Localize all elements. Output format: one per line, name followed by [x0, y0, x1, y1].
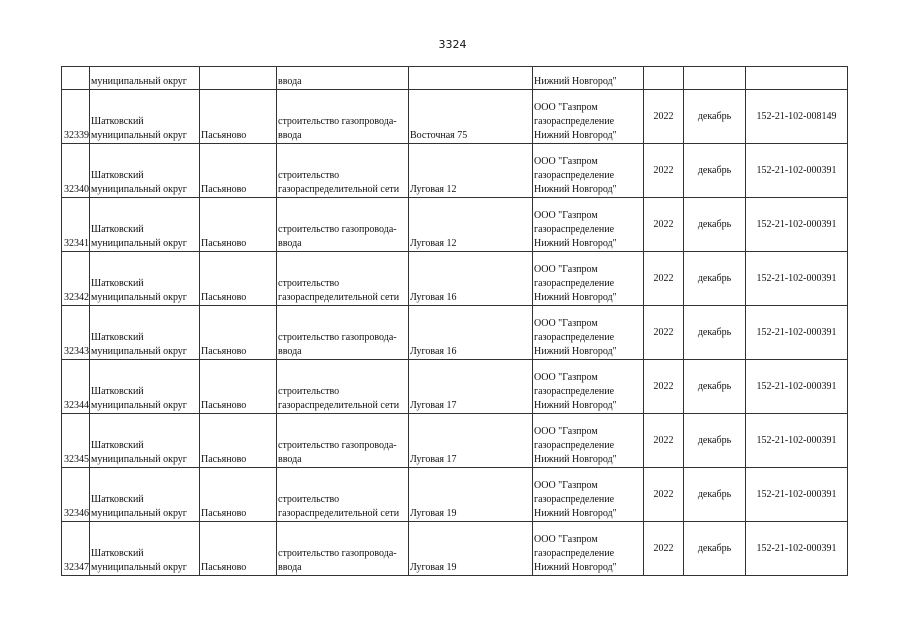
table-row [62, 468, 848, 522]
cell-settlement: Пасьяново [200, 360, 277, 414]
cell-org: ООО "Газпром газораспределение Нижний Новгород" [533, 306, 644, 360]
cell-year: 2022 [644, 522, 684, 576]
cell-month: декабрь [684, 522, 746, 576]
cell-code: 152-21-102-000391 [746, 306, 848, 360]
cell-org: ООО "Газпром газораспределение Нижний Новгород" [533, 90, 644, 144]
cell-num: 32339 [62, 90, 90, 144]
cell-settlement: Пасьяново [200, 306, 277, 360]
cell-settlement: Пасьяново [200, 198, 277, 252]
cell-address: Луговая 19 [409, 522, 533, 576]
cell-org: ООО "Газпром газораспределение Нижний Новгород" [533, 522, 644, 576]
cell-work: строительство газораспределительной сети [277, 144, 409, 198]
cell-code: 152-21-102-000391 [746, 252, 848, 306]
cell-month: декабрь [684, 306, 746, 360]
cell-year: 2022 [644, 144, 684, 198]
cell-district: Шатковский муниципальный округ [90, 468, 200, 522]
cell-work: строительство газопровода-ввода [277, 198, 409, 252]
cell-org: ООО "Газпром газораспределение Нижний Новгород" [533, 360, 644, 414]
cell-num: 32341 [62, 198, 90, 252]
cell-org: ООО "Газпром газораспределение Нижний Новгород" [533, 252, 644, 306]
cell-num: 32342 [62, 252, 90, 306]
cell-address: Луговая 16 [409, 252, 533, 306]
cell-district: Шатковский муниципальный округ [90, 306, 200, 360]
cell-year: 2022 [644, 90, 684, 144]
cell-district: Шатковский муниципальный округ [90, 522, 200, 576]
cell-code: 152-21-102-000391 [746, 522, 848, 576]
cell-month: декабрь [684, 198, 746, 252]
cell-work: строительство газораспределительной сети [277, 468, 409, 522]
cell-settlement: Пасьяново [200, 468, 277, 522]
cell-district: Шатковский муниципальный округ [90, 90, 200, 144]
cell-year: 2022 [644, 360, 684, 414]
cell-month: декабрь [684, 414, 746, 468]
table-row [62, 306, 848, 360]
cell-year: 2022 [644, 198, 684, 252]
cell-org: ООО "Газпром газораспределение Нижний Новгород" [533, 468, 644, 522]
cell-address: Луговая 12 [409, 198, 533, 252]
cell-work: строительство газопровода-ввода [277, 414, 409, 468]
cell-settlement: Пасьяново [200, 522, 277, 576]
cell-code: 152-21-102-000391 [746, 468, 848, 522]
cell-year: 2022 [644, 468, 684, 522]
table-row [62, 252, 848, 306]
cell-settlement: Пасьяново [200, 252, 277, 306]
cell-work: строительство газопровода-ввода [277, 90, 409, 144]
cell-org: ООО "Газпром газораспределение Нижний Новгород" [533, 198, 644, 252]
cell-district: Шатковский муниципальный округ [90, 252, 200, 306]
cell-district: Шатковский муниципальный округ [90, 144, 200, 198]
cell-code: 152-21-102-008149 [746, 90, 848, 144]
registry-table [61, 66, 848, 576]
cell-month: декабрь [684, 90, 746, 144]
cell-code: 152-21-102-000391 [746, 144, 848, 198]
table-body [62, 67, 848, 576]
cell-district: муниципальный округ [90, 67, 200, 90]
cell-org: ООО "Газпром газораспределение Нижний Новгород" [533, 414, 644, 468]
cell-code: 152-21-102-000391 [746, 198, 848, 252]
cell-org: ООО "Газпром газораспределение Нижний Новгород" [533, 144, 644, 198]
cell-address [409, 67, 533, 90]
cell-month: декабрь [684, 360, 746, 414]
cell-num: 32344 [62, 360, 90, 414]
cell-settlement: Пасьяново [200, 144, 277, 198]
cell-num [62, 67, 90, 90]
table-row [62, 90, 848, 144]
cell-work: строительство газораспределительной сети [277, 252, 409, 306]
cell-address: Луговая 19 [409, 468, 533, 522]
cell-year: 2022 [644, 252, 684, 306]
table-row [62, 522, 848, 576]
cell-address: Луговая 17 [409, 360, 533, 414]
cell-work: строительство газопровода-ввода [277, 522, 409, 576]
cell-year: 2022 [644, 306, 684, 360]
cell-month: декабрь [684, 252, 746, 306]
cell-month: декабрь [684, 468, 746, 522]
cell-month: декабрь [684, 144, 746, 198]
cell-org: Нижний Новгород" [533, 67, 644, 90]
cell-district: Шатковский муниципальный округ [90, 360, 200, 414]
cell-district: Шатковский муниципальный округ [90, 414, 200, 468]
cell-address: Луговая 16 [409, 306, 533, 360]
cell-year [644, 67, 684, 90]
cell-work: ввода [277, 67, 409, 90]
cell-code: 152-21-102-000391 [746, 360, 848, 414]
cell-settlement: Пасьяново [200, 414, 277, 468]
cell-address: Луговая 17 [409, 414, 533, 468]
cell-settlement: Пасьяново [200, 90, 277, 144]
cell-district: Шатковский муниципальный округ [90, 198, 200, 252]
cell-num: 32343 [62, 306, 90, 360]
cell-num: 32340 [62, 144, 90, 198]
table-row [62, 67, 848, 90]
cell-code [746, 67, 848, 90]
table-row [62, 360, 848, 414]
table-row [62, 144, 848, 198]
cell-month [684, 67, 746, 90]
cell-num: 32346 [62, 468, 90, 522]
cell-address: Луговая 12 [409, 144, 533, 198]
cell-code: 152-21-102-000391 [746, 414, 848, 468]
cell-year: 2022 [644, 414, 684, 468]
table-row [62, 414, 848, 468]
cell-address: Восточная 75 [409, 90, 533, 144]
cell-num: 32345 [62, 414, 90, 468]
table-row [62, 198, 848, 252]
cell-work: строительство газопровода-ввода [277, 306, 409, 360]
cell-work: строительство газораспределительной сети [277, 360, 409, 414]
page-number: 3324 [438, 38, 467, 51]
cell-settlement [200, 67, 277, 90]
cell-num: 32347 [62, 522, 90, 576]
